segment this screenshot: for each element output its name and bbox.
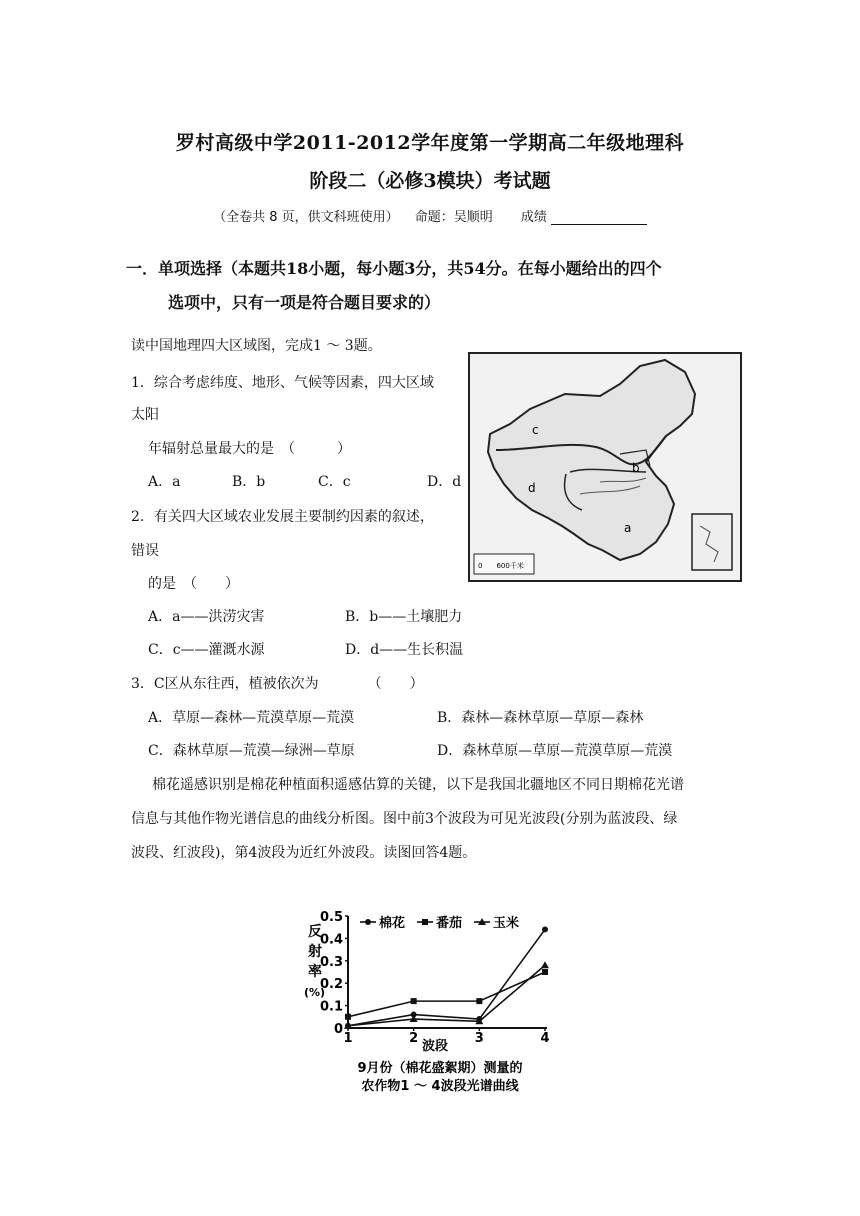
- q3-option-b[interactable]: B．森林—森林草原—草原—森林: [437, 710, 644, 726]
- y-tick-label: 0.2: [319, 977, 343, 993]
- q1-option-a[interactable]: A．a: [148, 474, 181, 490]
- legend-marker: [422, 919, 428, 925]
- author-info: 命题：吴顺明: [414, 210, 493, 225]
- x-tick-label: 2: [409, 1031, 419, 1046]
- q3-line1: 3．C区从东往西，植被依次为 （ ）: [131, 676, 424, 692]
- passage-line1: 棉花遥感识别是棉花种植面积遥感估算的关键，以下是我国北疆地区不同日期棉花光谱: [152, 777, 684, 793]
- data-point-square: [542, 969, 548, 975]
- exam-subtitle: [0, 206, 860, 225]
- q1-line1: 1．综合考虑纬度、地形、气候等因素，四大区域: [131, 375, 434, 391]
- legend-label: 玉米: [493, 916, 520, 931]
- q3-option-d[interactable]: D．森林草原—草原—荒漠草原—荒漠: [437, 743, 673, 759]
- q2-option-a[interactable]: A．a——洪涝灾害: [148, 609, 265, 625]
- x-tick-label: 3: [474, 1031, 484, 1046]
- passage-line3: 波段、红波段)，第4波段为近红外波段。读图回答4题。: [131, 845, 477, 861]
- score-label: 成绩: [520, 210, 547, 225]
- spectral-chart: [300, 908, 570, 1108]
- q1-option-c[interactable]: C．c: [318, 474, 351, 490]
- data-point-square: [411, 998, 417, 1004]
- data-point-circle: [542, 926, 548, 932]
- data-point-triangle: [541, 961, 549, 968]
- section-heading-line2: 选项中，只有一项是符合题目要求的）: [168, 293, 441, 312]
- y-tick-label: 0.5: [319, 910, 343, 925]
- q2-line1: 2．有关四大区域农业发展主要制约因素的叙述，: [131, 509, 434, 525]
- page-info: （全卷共 8 页，供文科班使用）: [213, 210, 399, 225]
- map-intro: 读中国地理四大区域图，完成1 ～ 3题。: [131, 338, 382, 354]
- exam-title-line2: 阶段二（必修3模块）考试题: [309, 170, 551, 192]
- exam-title-line1: 罗村高级中学2011-2012学年度第一学期高二年级地理科: [175, 132, 685, 154]
- region-label-d: d: [528, 481, 536, 495]
- region-label-b: b: [632, 461, 640, 475]
- q3-option-a[interactable]: A．草原—森林—荒漠草原—荒漠: [148, 710, 355, 726]
- series-line-circle: [348, 929, 545, 1025]
- chart-caption-line2: 农作物1 ～ 4波段光谱曲线: [361, 1079, 519, 1094]
- y-tick-label: 0: [333, 1022, 343, 1037]
- y-tick-label: 0.1: [319, 999, 343, 1015]
- china-regions-map: [468, 352, 742, 582]
- q2-line3: 的是 （ ）: [148, 576, 239, 592]
- q2-option-c[interactable]: C．c——灌溉水源: [148, 642, 265, 658]
- map-svg: [470, 354, 740, 580]
- q1-option-b[interactable]: B．b: [232, 474, 266, 490]
- legend-label: 番茄: [436, 916, 463, 931]
- data-point-square: [345, 1014, 351, 1020]
- passage-line2: 信息与其他作物光谱信息的曲线分析图。图中前3个波段为可见光波段(分别为蓝波段、绿: [131, 811, 678, 827]
- y-axis-label: 反射率(%): [304, 924, 326, 999]
- chart-axes: [348, 916, 547, 1028]
- chart-caption-line1: 9月份（棉花盛絮期）测量的: [357, 1061, 523, 1076]
- chart-legend: [360, 915, 519, 931]
- q1-option-d[interactable]: D．d: [427, 474, 462, 490]
- x-tick-label: 4: [540, 1031, 550, 1046]
- q1-line2: 太阳: [131, 407, 159, 423]
- region-label-c: c: [532, 423, 539, 437]
- y-tick-label: 0.3: [319, 954, 343, 970]
- chart-svg: [300, 908, 570, 1108]
- x-tick-label: 1: [343, 1031, 353, 1046]
- x-axis-label: 波段: [421, 1039, 449, 1054]
- series-line-square: [348, 972, 545, 1017]
- data-point-square: [476, 998, 482, 1004]
- south-sea-inset: [692, 514, 732, 570]
- section-heading-line1: 一．单项选择（本题共18小题，每小题3分，共54分。在每小题给出的四个: [126, 259, 662, 278]
- region-label-a: a: [624, 521, 632, 535]
- score-blank[interactable]: [551, 210, 647, 225]
- q2-option-b[interactable]: B．b——土壤肥力: [345, 609, 463, 625]
- chart-series: [344, 926, 549, 1028]
- q2-option-d[interactable]: D．d——生长积温: [345, 642, 464, 658]
- q3-option-c[interactable]: C．森林草原—荒漠—绿洲—草原: [148, 743, 355, 759]
- china-outline: [488, 360, 695, 560]
- y-tick-label: 0.4: [319, 932, 343, 948]
- legend-marker: [365, 919, 371, 925]
- legend-label: 棉花: [379, 916, 406, 931]
- scale-text: 0 600千米: [478, 562, 524, 570]
- q2-line2: 错误: [131, 543, 159, 559]
- q1-line3: 年辐射总量最大的是 （ ）: [148, 441, 351, 457]
